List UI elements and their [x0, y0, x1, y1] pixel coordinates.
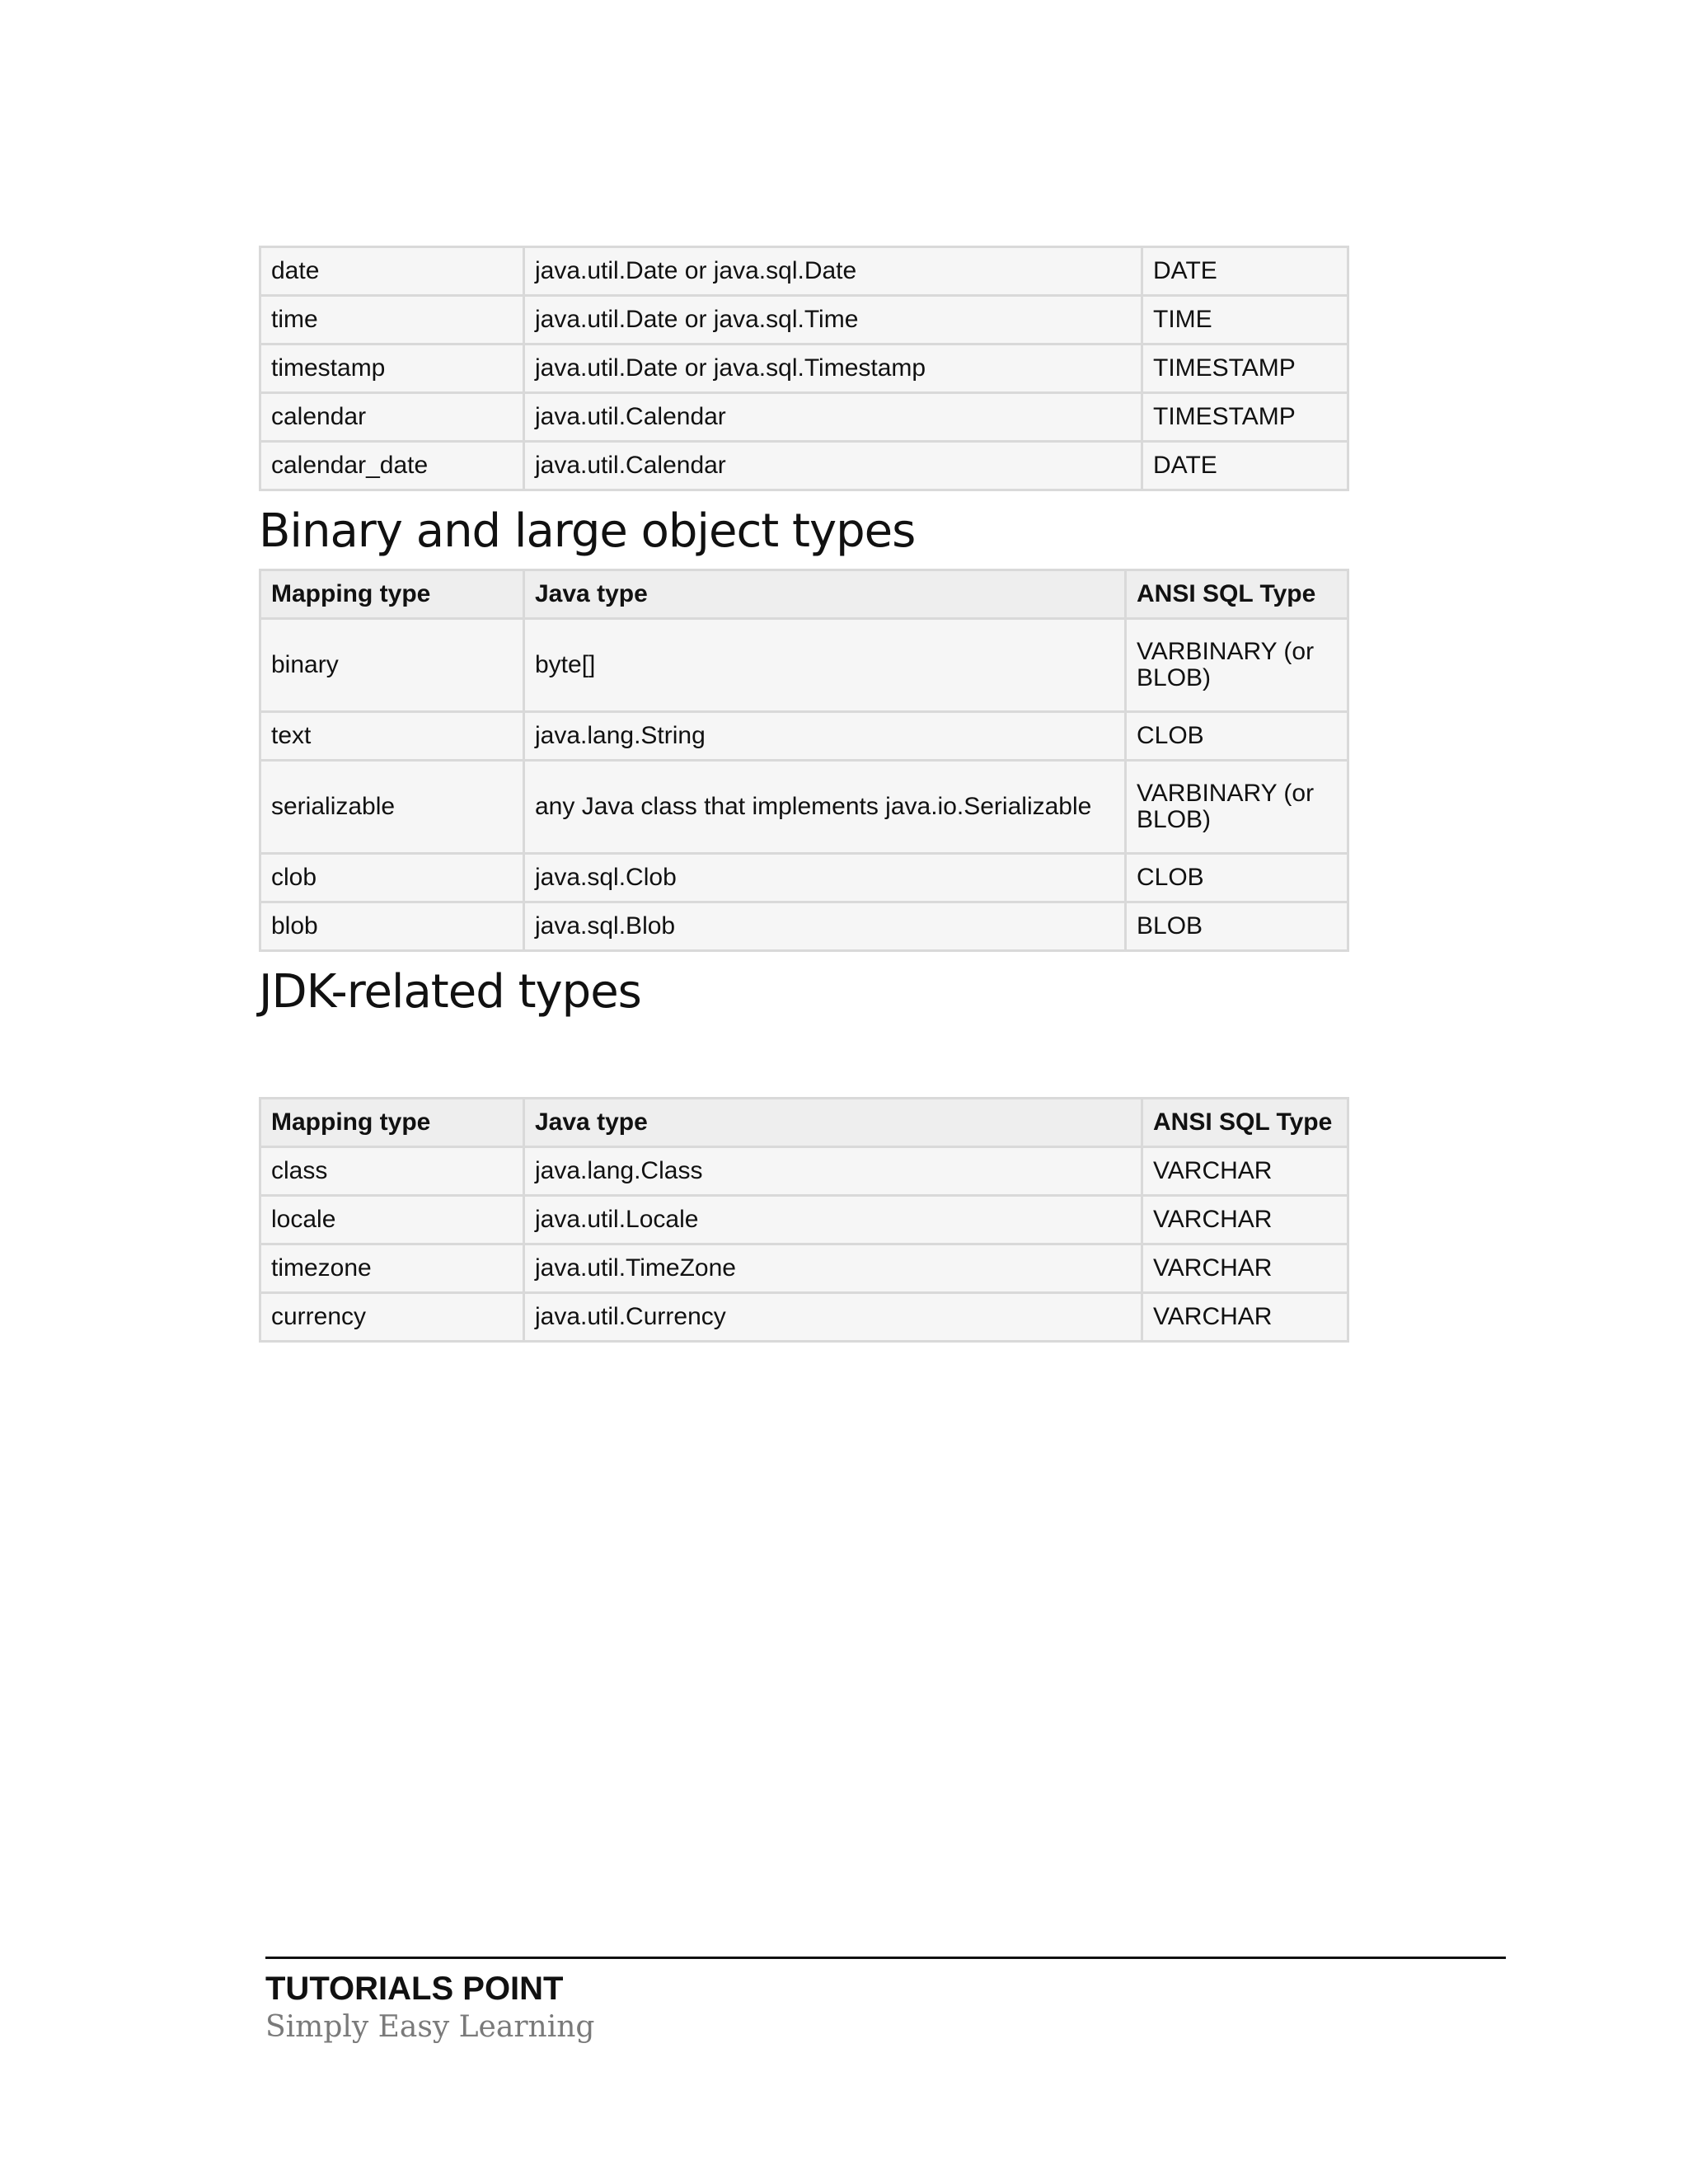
sql-type-cell: VARCHAR — [1142, 1293, 1348, 1342]
table-row — [260, 247, 1348, 296]
mapping-type-cell: locale — [260, 1196, 524, 1244]
table-row — [260, 854, 1348, 902]
sql-type-cell: VARCHAR — [1142, 1244, 1348, 1293]
java-type-cell: java.lang.Class — [524, 1147, 1142, 1196]
java-type-cell: java.util.Date or java.sql.Timestamp — [524, 344, 1142, 393]
column-header-sql-type: ANSI SQL Type — [1126, 570, 1348, 619]
table-row — [260, 1293, 1348, 1342]
table-row — [260, 393, 1348, 442]
mapping-type-cell: calendar — [260, 393, 524, 442]
date-time-types-table — [259, 246, 1349, 491]
java-type-cell: java.util.Date or java.sql.Time — [524, 296, 1142, 344]
table-row — [260, 1196, 1348, 1244]
java-type-cell: java.sql.Blob — [524, 902, 1126, 951]
mapping-type-cell: serializable — [260, 761, 524, 854]
mapping-type-cell: binary — [260, 619, 524, 712]
sql-type-cell: DATE — [1142, 247, 1348, 296]
java-type-cell: java.util.Calendar — [524, 442, 1142, 490]
binary-types-table — [259, 569, 1349, 952]
mapping-type-cell: date — [260, 247, 524, 296]
java-type-cell: java.util.Date or java.sql.Date — [524, 247, 1142, 296]
page-content — [259, 246, 1347, 1343]
java-type-cell: java.util.Locale — [524, 1196, 1142, 1244]
mapping-type-cell: time — [260, 296, 524, 344]
jdk-types-table — [259, 1097, 1349, 1343]
java-type-cell: java.sql.Clob — [524, 854, 1126, 902]
footer-tagline: Simply Easy Learning — [265, 2010, 595, 2044]
table-row — [260, 619, 1348, 712]
binary-types-heading: Binary and large object types — [259, 504, 916, 558]
mapping-type-cell: calendar_date — [260, 442, 524, 490]
sql-type-cell: TIMESTAMP — [1142, 344, 1348, 393]
mapping-type-cell: text — [260, 712, 524, 761]
mapping-type-cell: blob — [260, 902, 524, 951]
mapping-type-cell: timezone — [260, 1244, 524, 1293]
column-header-sql-type: ANSI SQL Type — [1142, 1099, 1348, 1147]
column-header-mapping-type: Mapping type — [260, 570, 524, 619]
mapping-type-cell: currency — [260, 1293, 524, 1342]
sql-type-cell: VARBINARY (or BLOB) — [1126, 761, 1348, 854]
table-header-row — [260, 1099, 1348, 1147]
table-row — [260, 442, 1348, 490]
java-type-cell: byte[] — [524, 619, 1126, 712]
footer-divider — [265, 1957, 1506, 1959]
java-type-cell: any Java class that implements java.io.Serializable — [524, 761, 1126, 854]
jdk-types-heading: JDK-related types — [259, 965, 641, 1019]
table-row — [260, 1147, 1348, 1196]
table-row — [260, 1244, 1348, 1293]
sql-type-cell: VARBINARY (or BLOB) — [1126, 619, 1348, 712]
sql-type-cell: TIMESTAMP — [1142, 393, 1348, 442]
table-row — [260, 902, 1348, 951]
java-type-cell: java.lang.String — [524, 712, 1126, 761]
page-footer — [265, 1957, 1506, 2046]
table-row — [260, 761, 1348, 854]
table-header-row — [260, 570, 1348, 619]
table-row — [260, 296, 1348, 344]
sql-type-cell: BLOB — [1126, 902, 1348, 951]
sql-type-cell: CLOB — [1126, 854, 1348, 902]
sql-type-cell: VARCHAR — [1142, 1147, 1348, 1196]
sql-type-cell: CLOB — [1126, 712, 1348, 761]
table-row — [260, 712, 1348, 761]
sql-type-cell: TIME — [1142, 296, 1348, 344]
sql-type-cell: DATE — [1142, 442, 1348, 490]
mapping-type-cell: class — [260, 1147, 524, 1196]
column-header-mapping-type: Mapping type — [260, 1099, 524, 1147]
column-header-java-type: Java type — [524, 570, 1126, 619]
footer-brand: TUTORIALS POINT — [265, 1971, 564, 2007]
java-type-cell: java.util.TimeZone — [524, 1244, 1142, 1293]
java-type-cell: java.util.Currency — [524, 1293, 1142, 1342]
column-header-java-type: Java type — [524, 1099, 1142, 1147]
java-type-cell: java.util.Calendar — [524, 393, 1142, 442]
mapping-type-cell: clob — [260, 854, 524, 902]
mapping-type-cell: timestamp — [260, 344, 524, 393]
table-row — [260, 344, 1348, 393]
sql-type-cell: VARCHAR — [1142, 1196, 1348, 1244]
